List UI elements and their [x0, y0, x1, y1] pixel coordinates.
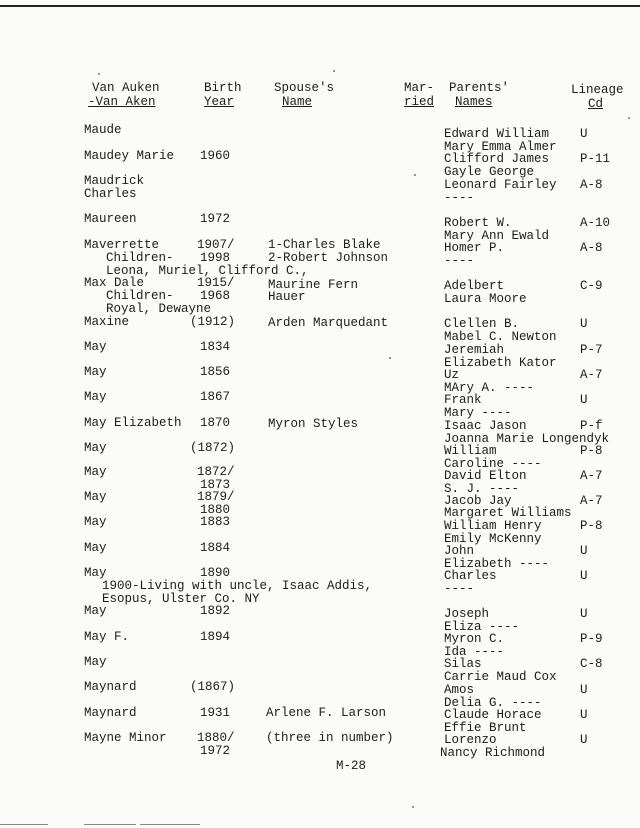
entry-text: S. J. ----: [444, 482, 520, 496]
entry-text: 1907/: [197, 238, 235, 252]
entry-text: Charles: [444, 569, 497, 583]
entry-text: P-7: [580, 343, 603, 357]
entry-text: (1872): [190, 441, 236, 455]
entry-text: William Henry: [444, 519, 542, 533]
entry-text: C-9: [580, 279, 603, 293]
entry-text: Adelbert: [444, 279, 505, 293]
entry-text: Children-: [106, 289, 174, 303]
entry-text: Frank: [444, 393, 482, 407]
entry-text: David Elton: [444, 469, 527, 483]
entry-text: ----: [444, 191, 475, 205]
entry-text: May: [84, 340, 107, 354]
entry-text: Delia G. ----: [444, 696, 542, 710]
header-surname-line2: -Van Aken: [88, 95, 156, 109]
scan-speck: [389, 357, 391, 359]
entry-text: U: [580, 544, 588, 558]
entry-text: A-8: [580, 178, 603, 192]
header-parents-line1: Parents': [449, 81, 510, 95]
entry-text: Robert W.: [444, 216, 512, 230]
entry-text: 1894: [200, 630, 231, 644]
bottom-rule: [84, 824, 136, 825]
entry-text: A-10: [580, 216, 611, 230]
entry-text: May F.: [84, 630, 130, 644]
entry-text: May: [84, 490, 107, 504]
entry-text: Uz: [444, 368, 460, 382]
entry-text: May: [84, 655, 107, 669]
entry-text: Maudrick: [84, 174, 145, 188]
entry-text: Arden Marquedant: [268, 316, 389, 330]
entry-text: (1912): [190, 315, 236, 329]
entry-text: P-f: [580, 419, 603, 433]
entry-text: 1879/: [197, 490, 235, 504]
entry-text: Eliza ----: [444, 620, 520, 634]
top-rule: [0, 5, 640, 7]
entry-text: Homer P.: [444, 241, 505, 255]
entry-text: 1968: [200, 289, 231, 303]
header-spouse-line2: Name: [282, 95, 313, 109]
bottom-rule: [140, 824, 200, 825]
entry-text: Maxine: [84, 315, 130, 329]
entry-text: 1-Charles Blake: [268, 238, 381, 252]
entry-text: Laura Moore: [444, 292, 527, 306]
entry-text: Maudey Marie: [84, 149, 175, 163]
entry-text: Maynard: [84, 680, 137, 694]
entry-text: P-9: [580, 632, 603, 646]
entry-text: ----: [444, 254, 475, 268]
entry-text: U: [580, 569, 588, 583]
entry-text: May: [84, 441, 107, 455]
entry-text: U: [580, 708, 588, 722]
entry-text: Carrie Maud Cox: [444, 670, 557, 684]
entry-text: 2-Robert Johnson: [268, 251, 389, 265]
scan-speck: [98, 73, 100, 75]
entry-text: May Elizabeth: [84, 416, 182, 430]
entry-text: 1884: [200, 541, 231, 555]
entry-text: Maureen: [84, 212, 137, 226]
entry-text: Ida ----: [444, 645, 505, 659]
entry-text: May: [84, 566, 107, 580]
entry-text: Myron Styles: [268, 417, 359, 431]
entry-text: U: [580, 393, 588, 407]
entry-text: 1900-Living with uncle, Isaac Addis,: [102, 579, 373, 593]
entry-text: Elizabeth ----: [444, 557, 550, 571]
entry-text: 1890: [200, 566, 231, 580]
entry-text: Lorenzo: [444, 733, 497, 747]
header-birth-line1: Birth: [204, 81, 242, 95]
entry-text: May: [84, 515, 107, 529]
entry-text: Silas: [444, 657, 482, 671]
entry-text: MAry A. ----: [444, 381, 535, 395]
entry-text: May: [84, 465, 107, 479]
header-lineage-line1: Lineage: [571, 83, 624, 97]
entry-text: Mary ----: [444, 406, 512, 420]
entry-text: U: [580, 317, 588, 331]
entry-text: Margaret Williams: [444, 506, 572, 520]
entry-text: Gayle George: [444, 165, 535, 179]
entry-text: Claude Horace: [444, 708, 542, 722]
entry-text: Mabel C. Newton: [444, 330, 557, 344]
entry-text: (three in number): [266, 731, 394, 745]
entry-text: Hauer: [268, 290, 306, 304]
entry-text: 1880/: [197, 731, 235, 745]
entry-text: May: [84, 541, 107, 555]
header-lineage-line2: Cd: [588, 97, 604, 111]
header-parents-line2: Names: [455, 95, 493, 109]
entry-text: Isaac Jason: [444, 419, 527, 433]
entry-text: 1834: [200, 340, 231, 354]
scan-speck: [414, 174, 416, 176]
entry-text: Jeremiah: [444, 343, 505, 357]
entry-text: U: [580, 127, 588, 141]
scan-speck: [412, 806, 414, 808]
entry-text: 1892: [200, 604, 231, 618]
entry-text: Joanna Marie Longendyk: [444, 432, 610, 446]
scan-speck: [628, 117, 630, 119]
entry-text: May: [84, 365, 107, 379]
entry-text: A-7: [580, 368, 603, 382]
entry-text: Clifford James: [444, 152, 550, 166]
entry-text: (1867): [190, 680, 236, 694]
entry-text: 1872/: [197, 465, 235, 479]
entry-text: William: [444, 444, 497, 458]
page-number: M-28: [336, 759, 367, 773]
entry-text: Maurine Fern: [268, 278, 359, 292]
header-surname-line1: Van Auken: [92, 81, 160, 95]
entry-text: C-8: [580, 657, 603, 671]
entry-text: 1883: [200, 515, 231, 529]
entry-text: Elizabeth Kator: [444, 356, 557, 370]
header-spouse-line1: Spouse's: [274, 81, 335, 95]
entry-text: 1867: [200, 390, 231, 404]
entry-text: Caroline ----: [444, 457, 542, 471]
entry-text: Mary Emma Almer: [444, 140, 557, 154]
entry-text: Mayne Minor: [84, 731, 167, 745]
entry-text: U: [580, 607, 588, 621]
entry-text: Emily McKenny: [444, 532, 542, 546]
entry-text: 1870: [200, 416, 231, 430]
entry-text: May: [84, 604, 107, 618]
entry-text: Effie Brunt: [444, 721, 527, 735]
entry-text: Charles: [84, 187, 137, 201]
header-married-line2: ried: [404, 95, 435, 109]
header-birth-line2: Year: [204, 95, 235, 109]
entry-text: A-7: [580, 494, 603, 508]
entry-text: 1856: [200, 365, 231, 379]
entry-text: Maude: [84, 123, 122, 137]
entry-text: Edward William: [444, 127, 550, 141]
entry-text: A-7: [580, 469, 603, 483]
entry-text: Max Dale: [84, 276, 145, 290]
entry-text: P-8: [580, 519, 603, 533]
entry-text: 1880: [200, 503, 231, 517]
entry-text: 1931: [200, 706, 231, 720]
entry-text: Nancy Richmond: [440, 746, 546, 760]
entry-text: John: [444, 544, 475, 558]
entry-text: ----: [444, 582, 475, 596]
entry-text: Joseph: [444, 607, 490, 621]
entry-text: Myron C.: [444, 632, 505, 646]
scan-speck: [333, 70, 335, 72]
entry-text: P-11: [580, 152, 611, 166]
bottom-rule: [0, 824, 48, 825]
entry-text: 1960: [200, 149, 231, 163]
header-married-line1: Mar-: [404, 81, 435, 95]
entry-text: Royal, Dewayne: [106, 302, 212, 316]
entry-text: Jacob Jay: [444, 494, 512, 508]
entry-text: A-8: [580, 241, 603, 255]
entry-text: 1915/: [197, 276, 235, 290]
entry-text: Children-: [106, 251, 174, 265]
entry-text: U: [580, 683, 588, 697]
entry-text: Maverrette: [84, 238, 160, 252]
entry-text: Leona, Muriel, Clifford C.,: [106, 264, 309, 278]
entry-text: Maynard: [84, 706, 137, 720]
entry-text: Amos: [444, 683, 475, 697]
entry-text: Clellen B.: [444, 317, 520, 331]
entry-text: Leonard Fairley: [444, 178, 557, 192]
entry-text: Arlene F. Larson: [266, 706, 387, 720]
entry-text: 1972: [200, 744, 231, 758]
entry-text: 1998: [200, 251, 231, 265]
entry-text: Mary Ann Ewald: [444, 229, 550, 243]
entry-text: May: [84, 390, 107, 404]
entry-text: Esopus, Ulster Co. NY: [102, 592, 260, 606]
entry-text: 1873: [200, 478, 231, 492]
entry-text: 1972: [200, 212, 231, 226]
entry-text: U: [580, 733, 588, 747]
entry-text: P-8: [580, 444, 603, 458]
